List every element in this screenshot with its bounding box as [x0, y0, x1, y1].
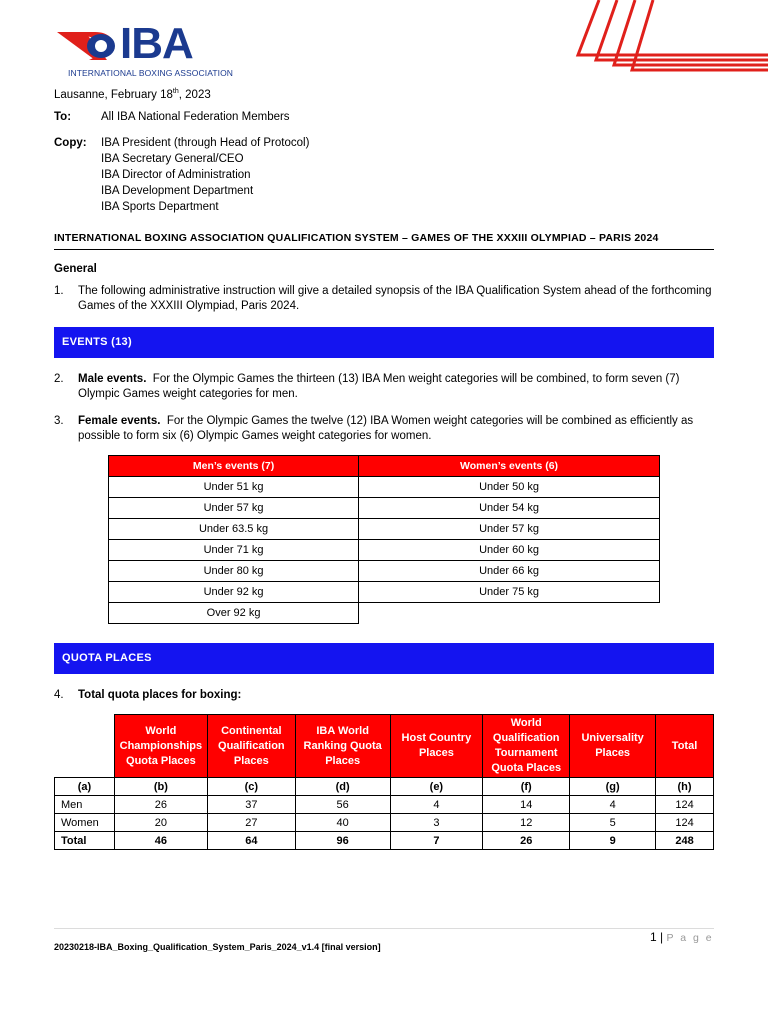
quota-letter-row: [55, 778, 714, 796]
copy-line: IBA Sports Department: [101, 201, 219, 213]
table-cell: (e): [390, 778, 483, 796]
table-cell: 46: [114, 832, 207, 850]
table-cell: 96: [295, 832, 390, 850]
table-cell: Under 71 kg: [109, 540, 359, 561]
paragraph-4: 4. Total quota places for boxing:: [54, 689, 242, 701]
table-cell: Under 60 kg: [359, 540, 660, 561]
logo-text: IBA: [120, 19, 193, 68]
table-cell: 5: [570, 814, 656, 832]
copy-line: IBA Development Department: [101, 185, 254, 197]
table-cell: Under 75 kg: [359, 582, 660, 603]
row-label: Men: [55, 796, 115, 814]
copy-label: Copy:: [54, 137, 87, 149]
table-cell: (d): [295, 778, 390, 796]
page-number: 1 | P a g e: [650, 930, 714, 944]
decorative-stripes-icon: [575, 0, 768, 80]
footer-filename: 20230218-IBA_Boxing_Qualification_System_Paris_2024_v1.4 [final version]: [54, 942, 381, 952]
quota-table: [54, 714, 714, 850]
table-row: [109, 519, 660, 540]
logo-subtitle: INTERNATIONAL BOXING ASSOCIATION: [68, 68, 234, 78]
table-cell: 27: [207, 814, 295, 832]
table-cell: Under 54 kg: [359, 498, 660, 519]
table-cell: Under 50 kg: [359, 477, 660, 498]
table-row: [55, 796, 714, 814]
table-cell: (g): [570, 778, 656, 796]
header-cell: World Championships Quota Places: [114, 715, 207, 778]
table-cell: Under 80 kg: [109, 561, 359, 582]
paragraph-3: 3. Female events. For the Olympic Games the twelve (12) IBA Women weight categories will be combined as efficiently as possible to form six (6) Olympic Games weight categories for women.: [54, 415, 694, 442]
table-cell: 4: [390, 796, 483, 814]
to-value: All IBA National Federation Members: [101, 111, 290, 123]
table-cell: (c): [207, 778, 295, 796]
table-cell: Under 66 kg: [359, 561, 660, 582]
table-row: [55, 814, 714, 832]
table-cell: Over 92 kg: [109, 603, 359, 624]
header-cell: Women’s events (6): [359, 456, 660, 477]
table-cell: 248: [656, 832, 714, 850]
quota-table-header: [55, 715, 714, 778]
table-row-total: [55, 832, 714, 850]
row-label: Total: [55, 832, 115, 850]
table-cell: 37: [207, 796, 295, 814]
header-cell: World Qualification Tournament Quota Places: [483, 715, 570, 778]
table-row: [109, 477, 660, 498]
table-cell: 124: [656, 796, 714, 814]
iba-logo-mark-icon: [55, 26, 123, 66]
table-cell: 4: [570, 796, 656, 814]
table-cell: 9: [570, 832, 656, 850]
table-cell: (b): [114, 778, 207, 796]
header-cell: Host Country Places: [390, 715, 483, 778]
table-row: [109, 582, 660, 603]
table-cell: Under 57 kg: [359, 519, 660, 540]
table-cell: Under 92 kg: [109, 582, 359, 603]
table-cell: 7: [390, 832, 483, 850]
table-cell: (f): [483, 778, 570, 796]
table-cell: 64: [207, 832, 295, 850]
events-table: [108, 455, 660, 624]
copy-line: IBA President (through Head of Protocol): [101, 137, 310, 149]
footer-rule: [54, 928, 714, 929]
table-cell: 20: [114, 814, 207, 832]
table-cell: 12: [483, 814, 570, 832]
events-section-bar: EVENTS (13): [54, 327, 714, 358]
to-label: To:: [54, 111, 72, 123]
paragraph-2: 2. Male events. For the Olympic Games the thirteen (13) IBA Men weight categories will be combined, to form seven (7) Olympic Games weight categories for men.: [54, 373, 680, 400]
document-title: INTERNATIONAL BOXING ASSOCIATION QUALIFICATION SYSTEM – GAMES OF THE XXXIII OLYMPIAD – PARIS 2024: [54, 232, 714, 250]
header-cell: Men’s events (7): [109, 456, 359, 477]
header-cell: Total: [656, 715, 714, 778]
table-row: [109, 561, 660, 582]
table-cell: Under 57 kg: [109, 498, 359, 519]
paragraph-1: 1. The following administrative instruction will give a detailed synopsis of the IBA Qualification System ahead of the forthcoming Games of the XXXIII Olympiad, Paris 2024.: [54, 285, 712, 312]
table-row: [109, 498, 660, 519]
table-cell-empty: [359, 603, 660, 624]
general-heading: General: [54, 263, 97, 275]
table-cell: Under 51 kg: [109, 477, 359, 498]
table-cell: 56: [295, 796, 390, 814]
table-row: [109, 603, 660, 624]
table-cell: 124: [656, 814, 714, 832]
header-cell: Universality Places: [570, 715, 656, 778]
letter-date: Lausanne, February 18th, 2023: [54, 88, 211, 101]
table-cell: Under 63.5 kg: [109, 519, 359, 540]
table-cell: (h): [656, 778, 714, 796]
events-table-header: [109, 456, 660, 477]
header-cell: Continental Qualification Places: [207, 715, 295, 778]
table-cell: (a): [55, 778, 115, 796]
table-cell: 26: [114, 796, 207, 814]
table-cell: 26: [483, 832, 570, 850]
quota-section-bar: QUOTA PLACES: [54, 643, 714, 674]
header-cell-empty: [55, 715, 115, 778]
table-row: [109, 540, 660, 561]
table-cell: 14: [483, 796, 570, 814]
row-label: Women: [55, 814, 115, 832]
copy-line: IBA Secretary General/CEO: [101, 153, 244, 165]
copy-line: IBA Director of Administration: [101, 169, 251, 181]
table-cell: 40: [295, 814, 390, 832]
table-cell: 3: [390, 814, 483, 832]
header-cell: IBA World Ranking Quota Places: [295, 715, 390, 778]
